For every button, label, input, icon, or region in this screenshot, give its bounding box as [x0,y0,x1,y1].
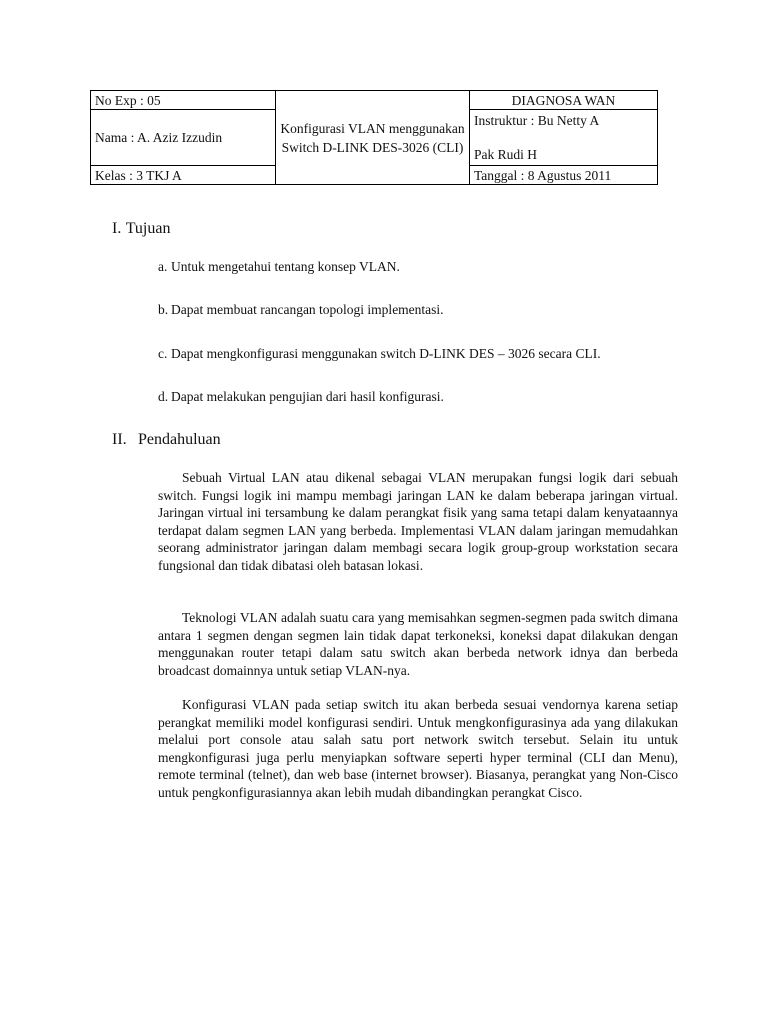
list-letter: b. [158,302,169,317]
section-title-text: Pendahuluan [138,431,221,448]
no-exp-cell: No Exp : 05 [91,91,276,110]
list-item [158,302,444,318]
list-letter: d. [158,389,169,404]
tanggal-cell: Tanggal : 8 Agustus 2011 [470,166,658,185]
instruktur-line-2: Pak Rudi H [474,147,538,162]
list-item [158,346,601,362]
nama-cell: Nama : A. Aziz Izzudin [91,110,276,166]
kelas-cell: Kelas : 3 TKJ A [91,166,276,185]
instruktur-cell [470,110,658,166]
list-text: Dapat membuat rancangan topologi implementasi. [171,302,444,317]
section-title-pendahuluan [112,431,221,449]
paragraph: Teknologi VLAN adalah suatu cara yang memisahkan segmen-segmen pada switch dimana antara 1 segmen dengan segmen lain tidak dapat terkoneksi, koneksi dapat dilakukan dengan menggunakan router tetapi dalam satu switch akan berbeda network idnya dan berbeda broadcast domainnya untuk setiap VLAN-nya. [158,610,678,678]
title-cell: Konfigurasi VLAN menggunakan Switch D-LINK DES-3026 (CLI) [276,91,470,185]
header-table [90,90,658,185]
section-number: I. [112,220,122,237]
list-item [158,259,400,275]
paragraph: Konfigurasi VLAN pada setiap switch itu akan berbeda sesuai vendornya karena setiap perangkat memiliki model konfigurasi sendiri. Untuk mengkonfigurasinya ada yang dilakukan melalui port console atau salah satu port network switch tersebut. Selain itu untuk mengkonfigurasi juga perlu menyiapkan software seperti hyper terminal (CLI dan Menu), remote terminal (telnet), dan web base (internet browser). Biasanya, perangkat yang Non-Cisco untuk pengkonfigurasiannya akan lebih mudah dibandingkan perangkat Cisco. [158,697,678,800]
list-text: Dapat mengkonfigurasi menggunakan switch D-LINK DES – 3026 secara CLI. [171,346,601,361]
section-title-text: Tujuan [125,220,171,237]
list-letter: a. [158,259,168,274]
section-number: II. [112,431,127,448]
paragraph: Sebuah Virtual LAN atau dikenal sebagai VLAN merupakan fungsi logik dari sebuah switch. Fungsi logik ini mampu membagi jaringan LAN ke dalam beberapa jaringan virtual. Jaringan virtual ini tersambung ke dalam perangkat fisik yang sama tetapi dalam kenyataannya terdapat dalam segmen LAN yang berbeda. Implementasi VLAN dalam jaringan memudahkan seorang administrator jaringan dalam membagi secara logik group-group workstation secara fungsional dan tidak dibatasi oleh batasan lokasi. [158,470,678,573]
list-item [158,389,444,405]
subject-cell: DIAGNOSA WAN [470,91,658,110]
instruktur-line-1: Instruktur : Bu Netty A [474,113,600,128]
list-text: Dapat melakukan pengujian dari hasil konfigurasi. [171,389,444,404]
list-letter: c. [158,346,168,361]
list-text: Untuk mengetahui tentang konsep VLAN. [171,259,400,274]
section-title-tujuan [112,220,170,238]
